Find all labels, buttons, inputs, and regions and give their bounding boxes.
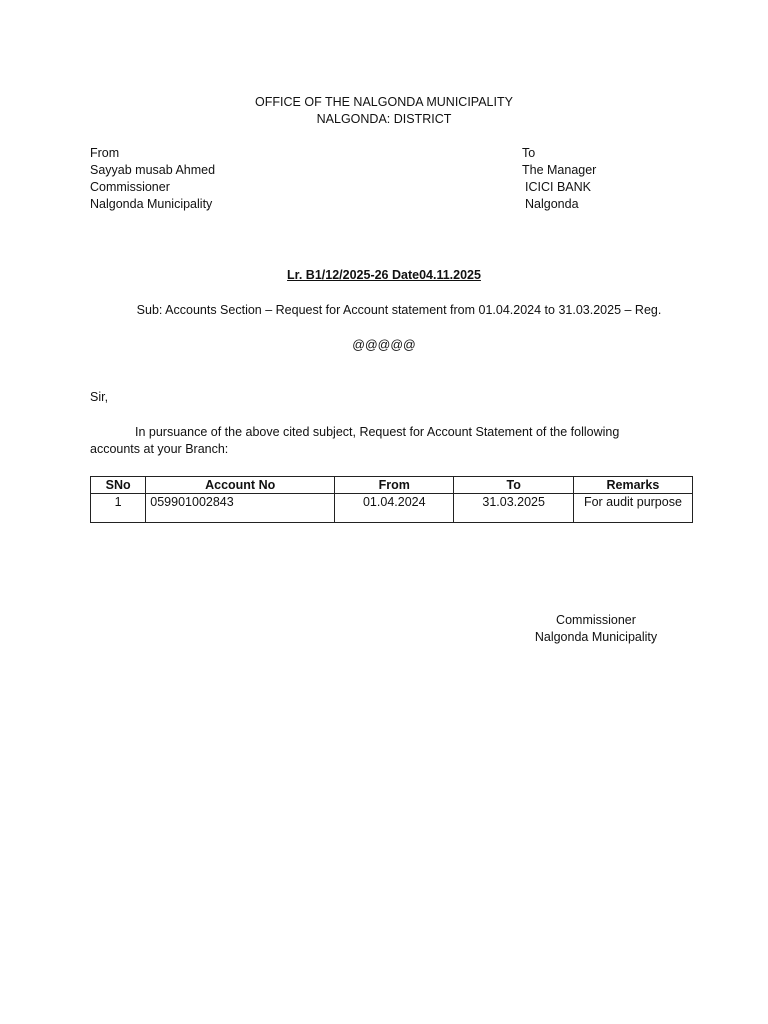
header-from: From xyxy=(335,477,454,494)
cell-sno: 1 xyxy=(91,494,146,523)
accounts-table xyxy=(90,476,693,523)
sender-designation: Commissioner xyxy=(90,180,170,194)
cell-remarks: For audit purpose xyxy=(573,494,692,523)
district-title: NALGONDA: DISTRICT xyxy=(316,112,452,126)
sender-block xyxy=(90,145,215,213)
recipient-block xyxy=(522,145,596,213)
header-remarks: Remarks xyxy=(573,477,692,494)
cell-from: 01.04.2024 xyxy=(335,494,454,523)
sender-office: Nalgonda Municipality xyxy=(90,197,213,211)
salutation: Sir, xyxy=(90,390,109,404)
office-title: OFFICE OF THE NALGONDA MUNICIPALITY xyxy=(255,95,513,109)
to-label: To xyxy=(522,146,536,160)
recipient-place: Nalgonda xyxy=(525,197,579,211)
reference-number: Lr. B1/12/2025-26 Date04.11.2025 xyxy=(287,268,481,282)
subject-line: Sub: Accounts Section – Request for Account statement from 01.04.2024 to 31.03.2025 – Reg. xyxy=(136,303,662,317)
from-label: From xyxy=(90,146,120,160)
header-to: To xyxy=(454,477,573,494)
recipient-designation: The Manager xyxy=(522,163,597,177)
cell-account-no: 059901002843 xyxy=(146,494,335,523)
header-sno: SNo xyxy=(91,477,146,494)
signatory-office: Nalgonda Municipality xyxy=(534,630,658,644)
table-header-row xyxy=(91,477,693,494)
sender-name: Sayyab musab Ahmed xyxy=(90,163,216,177)
separator-symbols: @@@@@ xyxy=(352,338,416,352)
signatory-designation: Commissioner xyxy=(556,613,636,627)
table-row xyxy=(91,494,693,523)
header-account-no: Account No xyxy=(146,477,335,494)
signature-block xyxy=(480,612,712,646)
recipient-bank: ICICI BANK xyxy=(525,180,591,194)
body-paragraph: In pursuance of the above cited subject, Request for Account Statement of the following accounts at your Branch: xyxy=(90,425,620,456)
letter-header xyxy=(0,94,768,128)
cell-to: 31.03.2025 xyxy=(454,494,573,523)
reference-line xyxy=(0,267,768,284)
